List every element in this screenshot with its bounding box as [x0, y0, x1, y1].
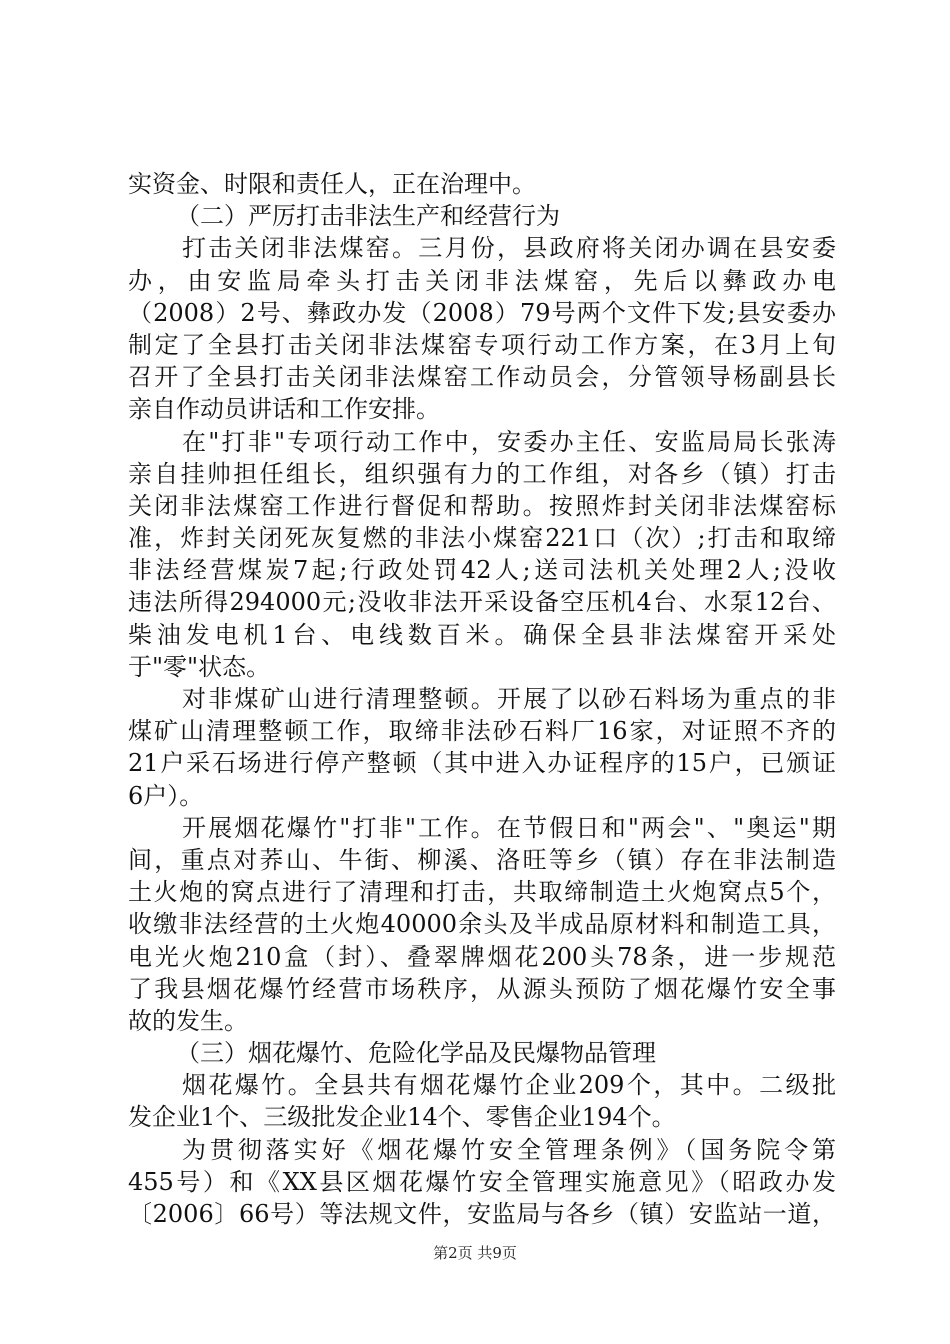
- text-line: 在"打非"专项行动工作中，安委办主任、安监局局长张涛: [182, 427, 836, 456]
- page-footer: [0, 1243, 950, 1263]
- section-heading: （二）严厉打击非法生产和经营行为: [176, 202, 560, 231]
- text-line: 了我县烟花爆竹经营市场秩序，从源头预防了烟花爆竹安全事: [128, 974, 836, 1003]
- text-line: 召开了全县打击关闭非法煤窑工作动员会，分管领导杨副县长: [128, 363, 836, 392]
- text-line: 对非煤矿山进行清理整顿。开展了以砂石料场为重点的非: [182, 685, 836, 713]
- text-line: 发企业1个、三级批发企业14个、零售企业194个。: [128, 1103, 676, 1132]
- text-line: 打击关闭非法煤窑。三月份，县政府将关闭办调在县安委: [182, 234, 836, 263]
- text-line: 煤矿山清理整顿工作，取缔非法砂石料厂16家，对证照不齐的: [128, 717, 836, 746]
- text-line: 电光火炮210盒（封）、叠翠牌烟花200头78条，进一步规范: [128, 942, 836, 971]
- text-line: 柴油发电机1台、电线数百米。确保全县非法煤窑开采处: [128, 620, 836, 649]
- text-line: 455号）和《XX县区烟花爆竹安全管理实施意见》（昭政办发: [128, 1167, 836, 1196]
- text-line: 非法经营煤炭7起;行政处罚42人;送司法机关处理2人;没收: [128, 556, 836, 585]
- text-line: 办，由安监局牵头打击关闭非法煤窑，先后以彝政办电: [128, 266, 836, 295]
- text-line: 故的发生。: [128, 1006, 248, 1035]
- text-line: 为贯彻落实好《烟花爆竹安全管理条例》（国务院令第: [182, 1135, 836, 1164]
- text-line: 准，炸封关闭死灰复燃的非法小煤窑221口（次）;打击和取缔: [128, 524, 836, 553]
- document-body: [128, 168, 836, 1230]
- text-line: 间，重点对荞山、牛街、柳溪、洛旺等乡（镇）存在非法制造: [128, 845, 836, 874]
- text-line: 烟花爆竹。全县共有烟花爆竹企业209个，其中。二级批: [182, 1071, 836, 1100]
- text-line: 〔2006〕66号）等法规文件，安监局与各乡（镇）安监站一道，: [128, 1200, 836, 1228]
- text-line: 收缴非法经营的土火炮40000余头及半成品原材料和制造工具，: [128, 910, 836, 939]
- text-line: 开展烟花爆竹"打非"工作。在节假日和"两会"、"奥运"期: [182, 813, 836, 842]
- text-line: 实资金、时限和责任人，正在治理中。: [128, 170, 536, 198]
- text-line: 制定了全县打击关闭非法煤窑专项行动工作方案，在3月上旬: [128, 330, 836, 359]
- text-line: 土火炮的窝点进行了清理和打击，共取缔制造土火炮窝点5个，: [128, 878, 836, 907]
- text-line: 于"零"状态。: [128, 652, 271, 681]
- text-line: 6户）。: [128, 781, 204, 810]
- text-line: 亲自挂帅担任组长，组织强有力的工作组，对各乡（镇）打击: [128, 459, 836, 488]
- text-line: 21户采石场进行停产整顿（其中进入办证程序的15户，已颁证: [128, 749, 836, 778]
- page-number: 第2页 共9页: [433, 1244, 517, 1262]
- text-line: （2008）2号、彝政办发（2008）79号两个文件下发;县安委办: [128, 298, 836, 327]
- text-line: 违法所得294000元;没收非法开采设备空压机4台、水泵12台、: [128, 588, 836, 617]
- text-line: 亲自作动员讲话和工作安排。: [128, 395, 440, 424]
- text-line: 关闭非法煤窑工作进行督促和帮助。按照炸封关闭非法煤窑标: [128, 491, 836, 520]
- section-heading: （三）烟花爆竹、危险化学品及民爆物品管理: [176, 1039, 656, 1068]
